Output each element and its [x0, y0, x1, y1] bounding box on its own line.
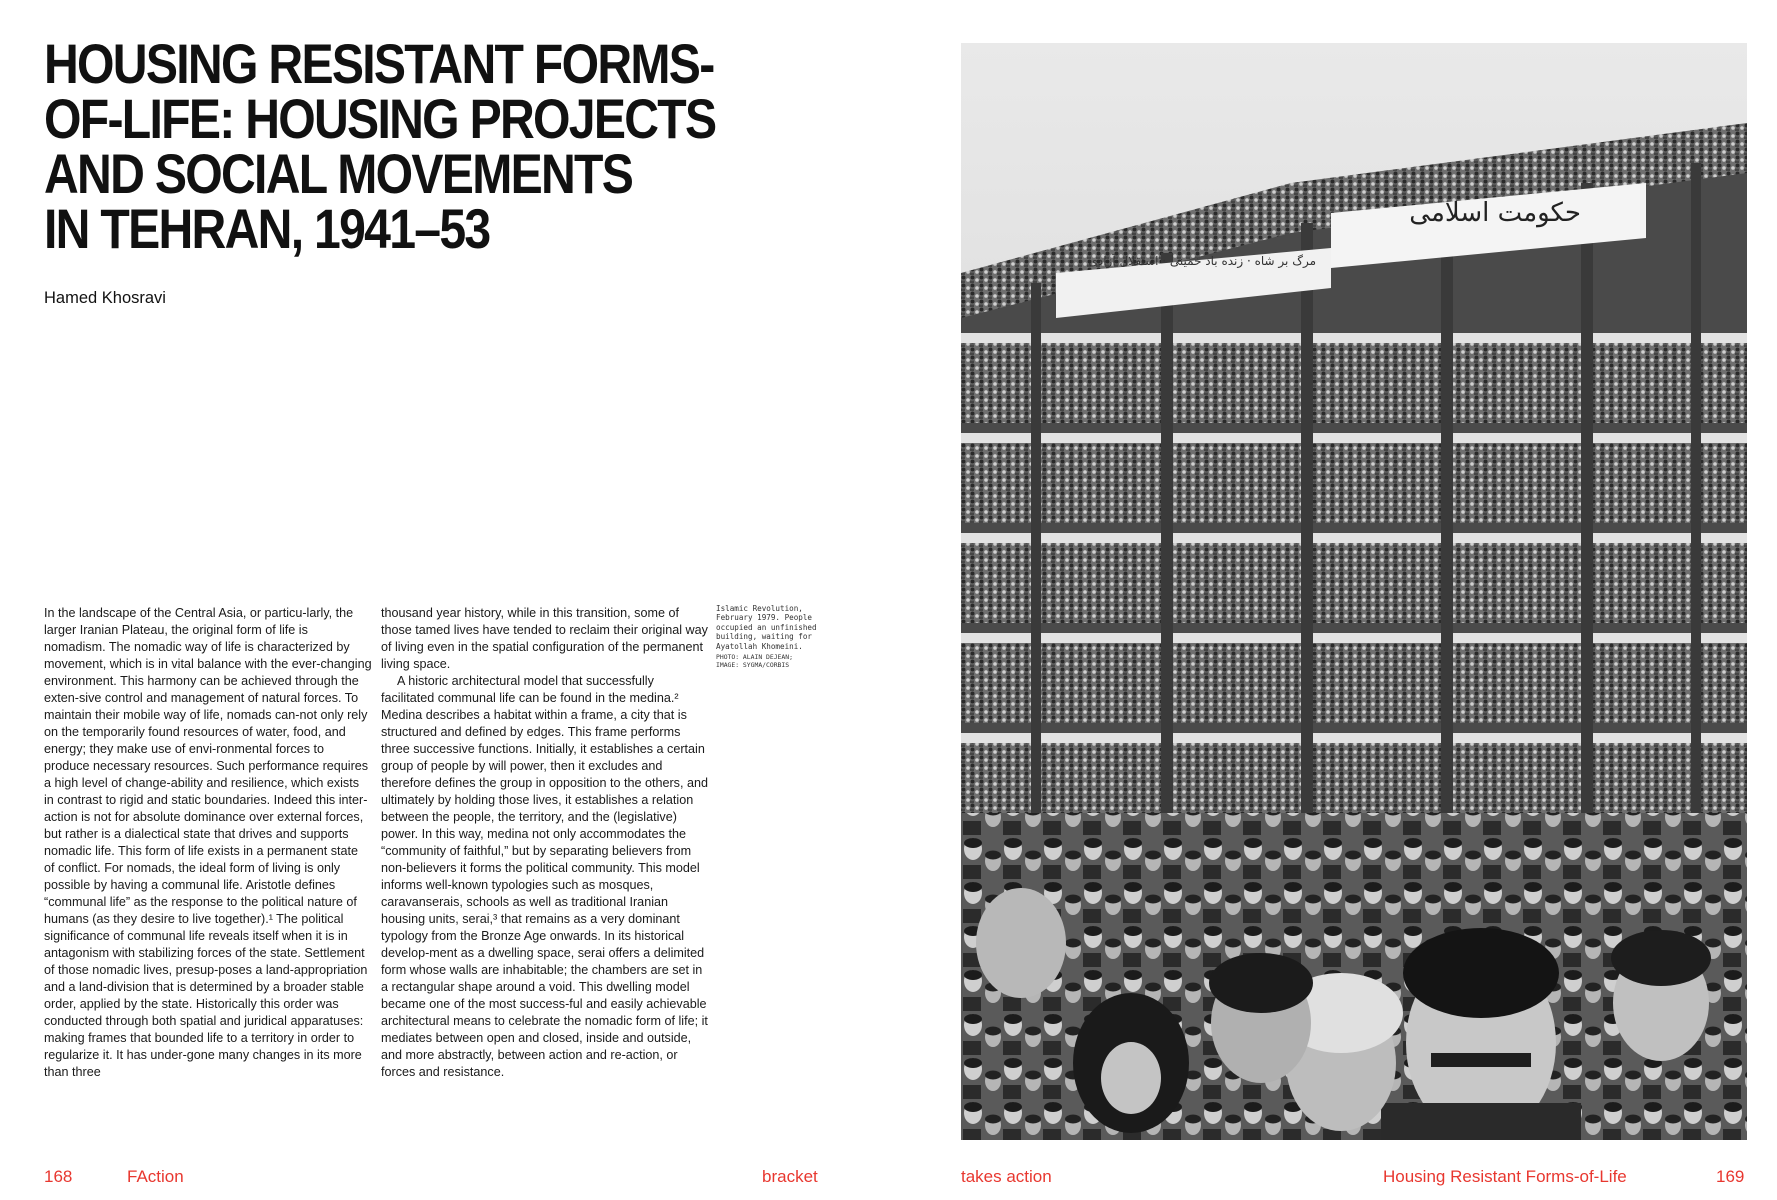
caption-credit-photo: PHOTO: ALAIN DEJEAN; [716, 653, 793, 662]
title-line: HOUSING RESISTANT FORMS- [44, 32, 714, 95]
body-paragraph: A historic architectural model that successfully facilitated communal life can be found in the medina.² Medina describes a habitat within a frame, a city that is structured and defined by edges. This frame performs three successive functions. Initially, it establishes a certain group of people by will power, then it excludes and therefore defines the group in opposition to the others, and ultimately by holding those lives, it establishes a relation between the people, the territory, and the (legislative) power. In this way, medina not only accommodates the “community of faithful,” but by separating believers from non-believers it forms the political community. This model informs well-known typologies such as mosques, caravanserais, schools as well as traditional Iranian housing units, serai,³ that remains as a very dominant typology from the Bronze Age onwards. In its historical develop-ment as a dwelling space, serai offers a delimited form whose walls are inhabitable; the chambers are set in a rectangular shape around a void. This dwelling model became one of the most success-ful and easily achievable architectural means to celebrate the nomadic form of life; it mediates between open and closed, inside and outside, and more abstractly, between action and re-action, or forces and resistance. [381, 674, 708, 1079]
footer-mid-right: takes action [961, 1167, 1052, 1186]
body-paragraph: thousand year history, while in this transition, some of those tamed lives have tended to reclaim their original way of living even in the spatial configuration of the permanent living space. [381, 606, 708, 671]
crowd-photo-illustration [961, 43, 1747, 1140]
body-paragraph: In the landscape of the Central Asia, or particu-larly, the larger Iranian Plateau, the original form of life is nomadism. The nomadic way of life is characterized by movement, which is in vital balance with the ever-changing environment. This harmony can be achieved through the exten-sive control and management of natural forces. To maintain their mobile way of life, nomads can-not only rely on the temporarily found resources of water, food, and energy; they make use of envi-ronmental forces to produce necessary resources. Such performance requires a high level of change-ability and resilience, which exists in contrast to rigid and static boundaries. Indeed this inter-action is not for absolute dominance over external forces, but rather is a dialectical state that drives and supports nomadic life. This form of life exists in a permanent state of conflict. For nomads, the ideal form of living is only possible by having a communal life. Aristotle defines “communal life” as the response to the political nature of humans (as they desire to live together).¹ The political significance of communal life reveals itself when it is in antagonism with stabilizing forces of the state. Settlement of those nomadic lives, presup-poses a land-appropriation and a land-division that is determined by a broader stable order, applied by the state. Historically this order was conducted through both spatial and juridical apparatuses: making frames that bounded life to a territory in order to regularize it. It has under-gone many changes in its more than three [44, 606, 372, 1079]
author-name: Hamed Khosravi [44, 289, 166, 307]
body-column-2 [381, 605, 709, 1081]
title-line: AND SOCIAL MOVEMENTS [44, 142, 633, 205]
title-line: IN TEHRAN, 1941–53 [44, 197, 490, 260]
crowd-photo [961, 43, 1747, 1140]
footer-page-right: 169 [1716, 1167, 1745, 1186]
footer-mid-left: bracket [762, 1167, 818, 1186]
caption-text: Islamic Revolution, February 1979. People occupied an unfinished building, waiting for Ayatollah Khomeini. [716, 604, 817, 651]
caption-credit-image: IMAGE: SYGMA/CORBIS [716, 661, 790, 670]
footer-page-left: 168 [44, 1167, 73, 1186]
banner-text-secondary: مرگ بر شاه · زنده باد خمینی · استقلال آزادی [1088, 254, 1316, 268]
footer-running-title: Housing Resistant Forms-of-Life [1383, 1167, 1627, 1186]
title-line: OF-LIFE: HOUSING PROJECTS [44, 87, 716, 150]
banner-text: حکومت اسلامی [1409, 198, 1581, 228]
article-title [44, 32, 716, 260]
footer-section-left: FAction [127, 1167, 184, 1186]
body-column-1 [44, 605, 372, 1081]
photo-caption [716, 604, 836, 669]
